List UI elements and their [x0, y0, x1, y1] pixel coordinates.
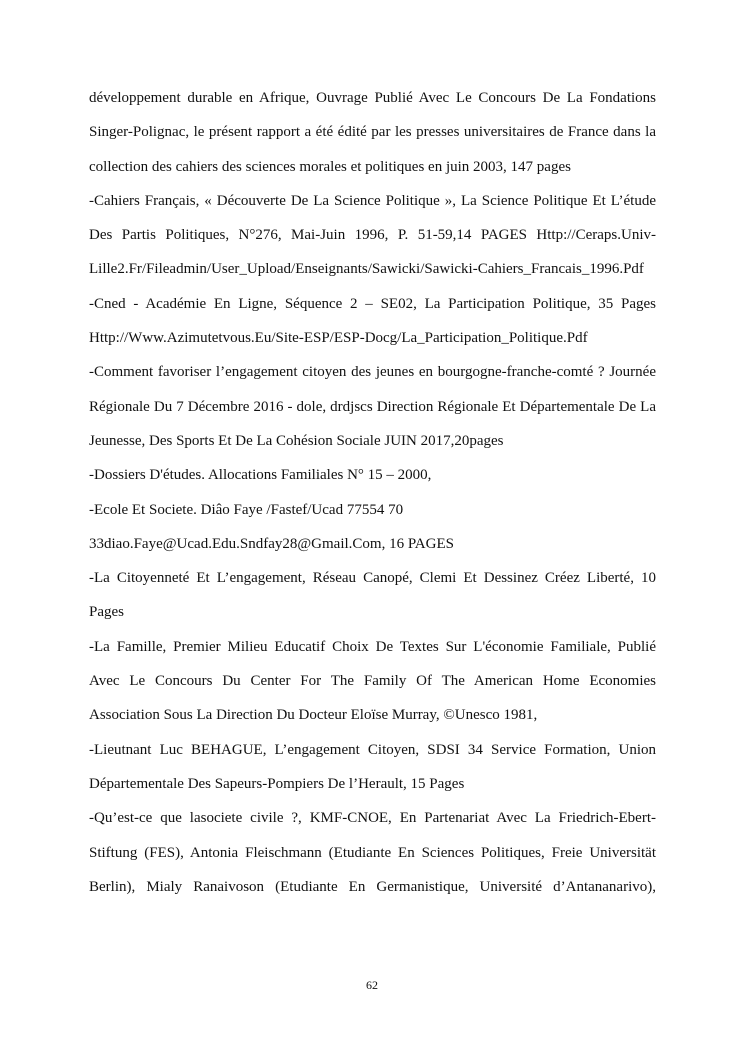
text-line: Départementale Des Sapeurs-Pompiers De l’Herault, 15 Pages	[89, 775, 465, 792]
text-line: Avec Le Concours Du Center For The Family Of The American Home Economies	[89, 673, 656, 690]
text-line: Jeunesse, Des Sports Et De La Cohésion Sociale JUIN 2017,20pages	[89, 432, 504, 449]
text-line: Singer-Polignac, le présent rapport a été édité par les presses universitaires de France dans la	[89, 124, 656, 141]
text-line: Berlin), Mialy Ranaivoson (Etudiante En Germanistique, Université d’Antananarivo),	[89, 878, 656, 895]
text-line: Régionale Du 7 Décembre 2016 - dole, drdjscs Direction Régionale Et Départementale De La	[89, 398, 656, 415]
text-line: -La Famille, Premier Milieu Educatif Choix De Textes Sur L'économie Familiale, Publié	[89, 638, 656, 655]
bibliography-text	[89, 81, 656, 904]
text-line: -La Citoyenneté Et L’engagement, Réseau Canopé, Clemi Et Dessinez Créez Liberté, 10	[89, 570, 656, 587]
text-line: -Dossiers D'études. Allocations Familiales N° 15 – 2000,	[89, 467, 432, 484]
bibliography-entry	[89, 801, 656, 904]
text-line: collection des cahiers des sciences morales et politiques en juin 2003, 147 pages	[89, 158, 571, 175]
text-line: -Cned - Académie En Ligne, Séquence 2 – SE02, La Participation Politique, 35 Pages	[89, 295, 656, 312]
text-line: -Ecole Et Societe. Diâo Faye /Fastef/Ucad 77554 70	[89, 501, 404, 518]
text-line: -Cahiers Français, « Découverte De La Science Politique », La Science Politique Et L’étude	[89, 192, 656, 209]
text-line: Des Partis Politiques, N°276, Mai-Juin 1996, P. 51-59,14 PAGES Http://Ceraps.Univ-	[89, 227, 656, 244]
page-number: 62	[366, 978, 378, 992]
bibliography-entry	[89, 561, 656, 630]
bibliography-entry	[89, 184, 656, 287]
text-line: développement durable en Afrique, Ouvrage Publié Avec Le Concours De La Fondations	[89, 90, 656, 106]
bibliography-entry	[89, 630, 656, 733]
bibliography-entry	[89, 355, 656, 458]
bibliography-entry	[89, 287, 656, 356]
bibliography-entry	[89, 733, 656, 802]
text-line: Association Sous La Direction Du Docteur Eloïse Murray, ©Unesco 1981,	[89, 707, 538, 724]
bibliography-entry	[89, 493, 656, 562]
text-line: -Qu’est-ce que lasociete civile ?, KMF-CNOE, En Partenariat Avec La Friedrich-Ebert-	[89, 810, 656, 827]
bibliography-entry	[89, 81, 656, 184]
text-line: Pages	[89, 604, 124, 621]
text-line: Lille2.Fr/Fileadmin/User_Upload/Enseignants/Sawicki/Sawicki-Cahiers_Francais_1996.Pdf	[89, 261, 644, 278]
text-line: 33diao.Faye@Ucad.Edu.Sndfay28@Gmail.Com, 16 PAGES	[89, 535, 454, 552]
text-line: -Comment favoriser l’engagement citoyen des jeunes en bourgogne-franche-comté ? Journée	[89, 364, 656, 381]
text-line: -Lieutnant Luc BEHAGUE, L’engagement Citoyen, SDSI 34 Service Formation, Union	[89, 741, 656, 758]
text-line: Http://Www.Azimutetvous.Eu/Site-ESP/ESP-Docg/La_Participation_Politique.Pdf	[89, 330, 588, 347]
bibliography-entry	[89, 458, 656, 492]
text-line: Stiftung (FES), Antonia Fleischmann (Etudiante En Sciences Politiques, Freie Universität	[89, 844, 656, 861]
